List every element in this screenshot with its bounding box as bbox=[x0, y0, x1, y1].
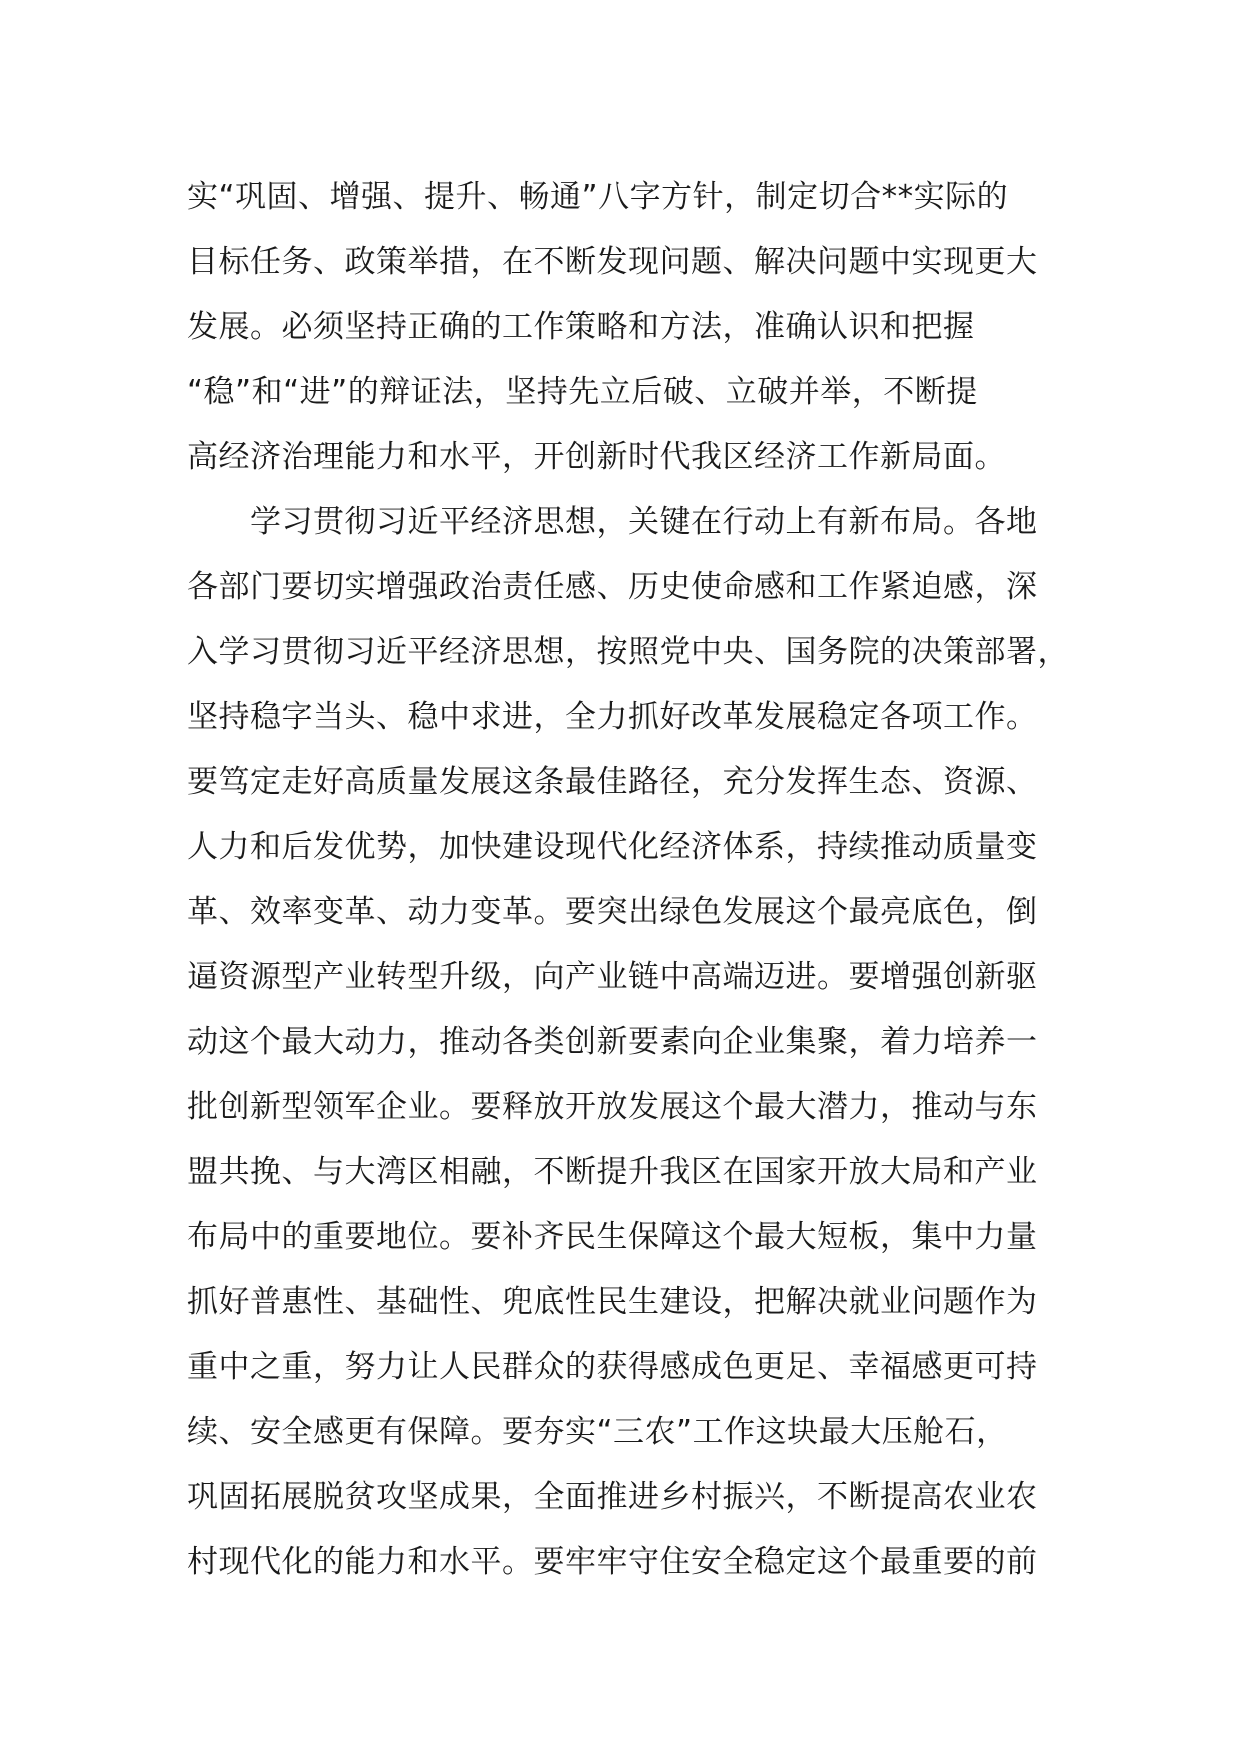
text-line: 布局中的重要地位。要补齐民生保障这个最大短板，集中力量 bbox=[187, 1219, 1038, 1255]
text-line: 续、安全感更有保障。要夯实“三农”工作这块最大压舱石， bbox=[187, 1414, 1008, 1450]
paragraph-start-line: 学习贯彻习近平经济思想，关键在行动上有新布局。各地 bbox=[187, 504, 1038, 540]
text-line: 逼资源型产业转型升级，向产业链中高端迈进。要增强创新驱 bbox=[187, 959, 1038, 995]
text-line: 动这个最大动力，推动各类创新要素向企业集聚，着力培养一 bbox=[187, 1024, 1038, 1060]
text-line: 目标任务、政策举措，在不断发现问题、解决问题中实现更大 bbox=[187, 244, 1038, 280]
text-line: 村现代化的能力和水平。要牢牢守住安全稳定这个最重要的前 bbox=[187, 1544, 1038, 1580]
text-line: 革、效率变革、动力变革。要突出绿色发展这个最亮底色，倒 bbox=[187, 894, 1038, 930]
body-text bbox=[187, 165, 1087, 1595]
text-line: 各部门要切实增强政治责任感、历史使命感和工作紧迫感，深 bbox=[187, 569, 1038, 605]
text-line: 重中之重，努力让人民群众的获得感成色更足、幸福感更可持 bbox=[187, 1349, 1038, 1385]
text-line: 要笃定走好高质量发展这条最佳路径，充分发挥生态、资源、 bbox=[187, 764, 1038, 800]
text-line: 抓好普惠性、基础性、兜底性民生建设，把解决就业问题作为 bbox=[187, 1284, 1038, 1320]
text-line: 发展。必须坚持正确的工作策略和方法，准确认识和把握 bbox=[187, 309, 975, 345]
text-line: 巩固拓展脱贫攻坚成果，全面推进乡村振兴，不断提高农业农 bbox=[187, 1479, 1038, 1515]
text-line: 批创新型领军企业。要释放开放发展这个最大潜力，推动与东 bbox=[187, 1089, 1038, 1125]
text-line: 盟共挽、与大湾区相融，不断提升我区在国家开放大局和产业 bbox=[187, 1154, 1038, 1190]
text-line: 高经济治理能力和水平，开创新时代我区经济工作新局面。 bbox=[187, 439, 1006, 475]
text-line: 入学习贯彻习近平经济思想，按照党中央、国务院的决策部署， bbox=[187, 634, 1069, 670]
text-line: 人力和后发优势，加快建设现代化经济体系，持续推动质量变 bbox=[187, 829, 1038, 865]
text-line: 实“巩固、增强、提升、畅通”八字方针，制定切合**实际的 bbox=[187, 179, 1009, 215]
text-line: 坚持稳字当头、稳中求进，全力抓好改革发展稳定各项工作。 bbox=[187, 699, 1038, 735]
text-line: “稳”和“进”的辩证法，坚持先立后破、立破并举，不断提 bbox=[187, 374, 978, 410]
